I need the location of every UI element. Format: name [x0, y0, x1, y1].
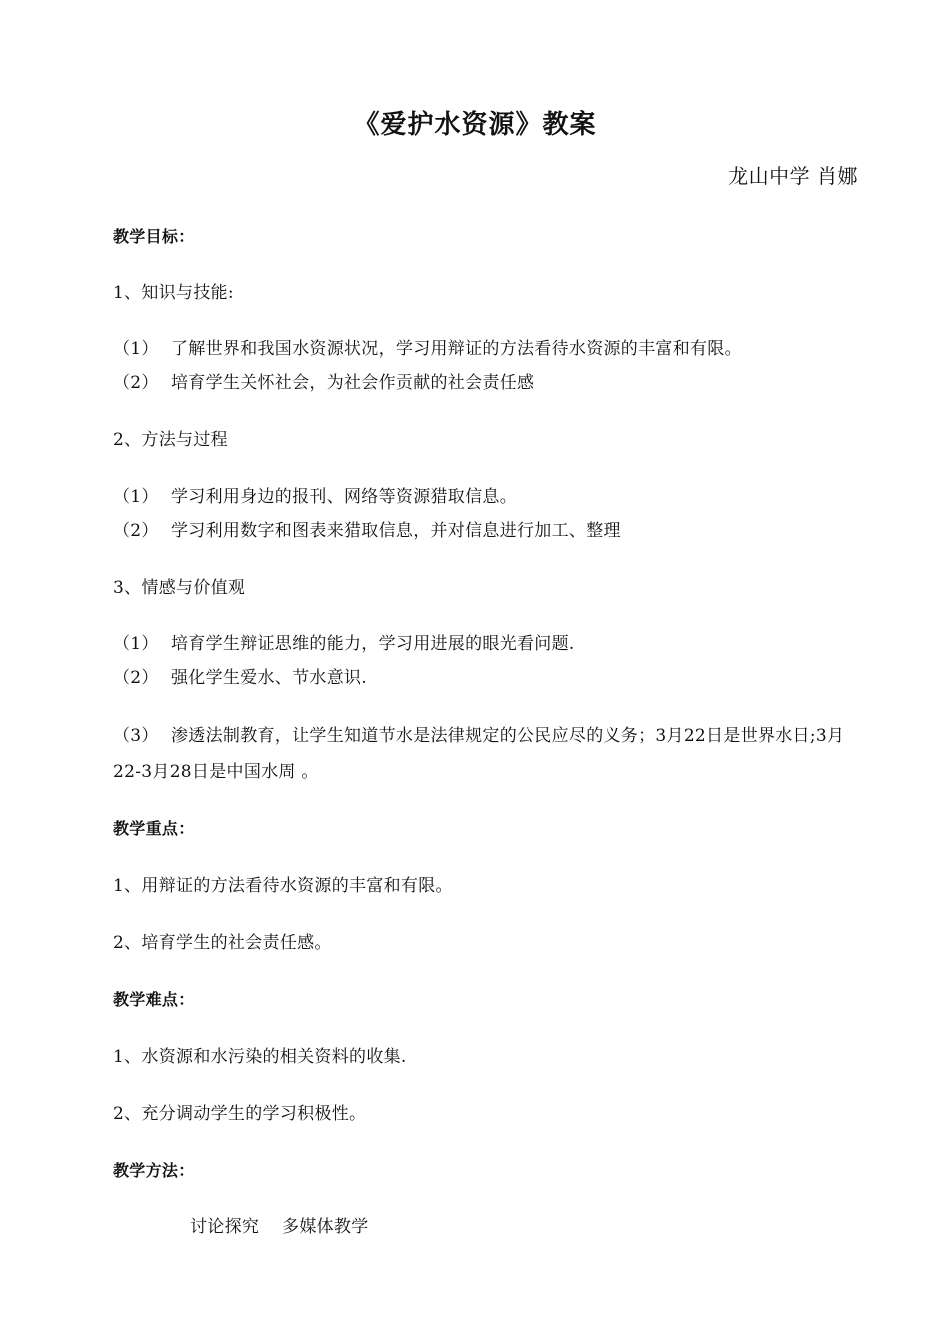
item-text: 培育学生辩证思维的能力，学习用进展的眼光看问题.	[171, 634, 575, 654]
item-text: 培育学生关怀社会，为社会作贡献的社会责任感	[171, 373, 535, 393]
difficulty-item: 1、水资源和水污染的相关资料的收集.	[113, 1047, 407, 1067]
item-text: 学习利用数字和图表来猎取信息，并对信息进行加工、整理	[171, 521, 621, 541]
item-number: （2）	[113, 521, 159, 541]
list-item-wrapped	[113, 718, 853, 790]
item-text: 学习利用身边的报刊、网络等资源猎取信息。	[171, 487, 517, 507]
item-number: （1）	[113, 487, 159, 507]
item-text: 了解世界和我国水资源状况，学习用辩证的方法看待水资源的丰富和有限。	[171, 339, 742, 359]
key-point-item: 2、培育学生的社会责任感。	[113, 933, 332, 953]
item-number: （3）	[113, 726, 159, 746]
objectives-heading: 教学目标：	[113, 227, 195, 246]
item-number: （2）	[113, 668, 159, 688]
section-label-knowledge: 1、知识与技能:	[113, 283, 234, 303]
item-text: 强化学生爱水、节水意识.	[171, 668, 368, 688]
list-item	[113, 486, 517, 508]
key-point-item: 1、用辩证的方法看待水资源的丰富和有限。	[113, 876, 453, 896]
item-number: （2）	[113, 373, 159, 393]
methods-heading: 教学方法：	[113, 1161, 195, 1180]
list-item	[113, 372, 534, 394]
list-item	[113, 520, 621, 542]
list-item	[113, 667, 367, 689]
difficulty-item: 2、充分调动学生的学习积极性。	[113, 1104, 367, 1124]
section-label-method: 2、方法与过程	[113, 430, 228, 450]
item-text: 渗透法制教育，让学生知道节水是法律规定的公民应尽的义务；3月22日是世界水日;3月22-3月28日是中国水周 。	[113, 726, 845, 782]
list-item	[113, 633, 575, 655]
author-line: 龙山中学 肖娜	[728, 164, 858, 188]
list-item	[113, 338, 742, 360]
key-points-heading: 教学重点：	[113, 819, 195, 838]
methods-text: 讨论探究 多媒体教学	[190, 1217, 369, 1237]
item-number: （1）	[113, 339, 159, 359]
section-label-values: 3、情感与价值观	[113, 578, 246, 598]
document-title: 《爱护水资源》教案	[353, 110, 597, 140]
difficulties-heading: 教学难点：	[113, 990, 195, 1009]
item-number: （1）	[113, 634, 159, 654]
